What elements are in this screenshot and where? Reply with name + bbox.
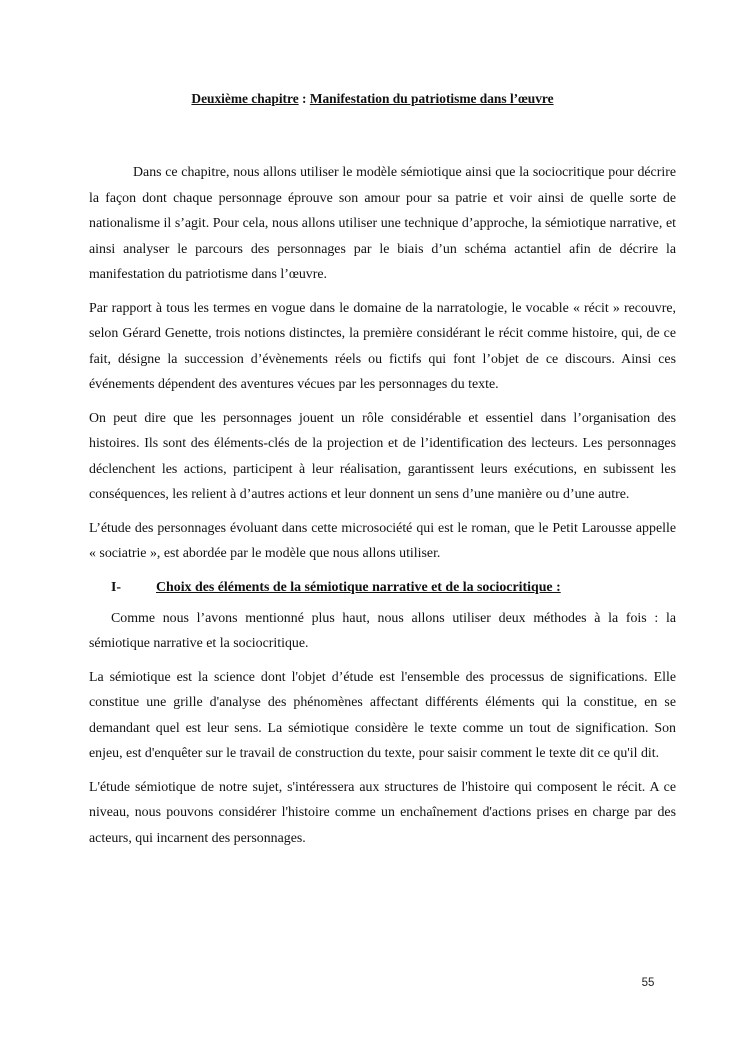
section-heading [89,575,676,600]
paragraph-intro: Dans ce chapitre, nous allons utiliser le modèle sémiotique ainsi que la sociocritique pour décrire la façon dont chaque personnage éprouve son amour pour sa patrie et voir ainsi de quelle sorte de nationalisme il s’agit. Pour cela, nous allons utiliser une technique d’approche, la sémiotique narrative, et ainsi analyser le parcours des personnages par le biais d’un schéma actantiel afin de décrire la manifestation du patriotisme dans l’œuvre. [89,165,676,282]
paragraph-methodes: Comme nous l’avons mentionné plus haut, nous allons utiliser deux méthodes à la fois : la sémiotique narrative et la sociocritique. [89,610,676,651]
paragraph-sociatrie: L’étude des personnages évoluant dans cette microsociété qui est le roman, que le Petit Larousse appelle « sociatrie », est abordée par le modèle que nous allons utiliser. [89,520,676,561]
chapter-heading [0,90,745,108]
page-number: 55 [641,977,655,989]
section-number: I- [111,579,122,595]
paragraph-etude-semiotique: L'étude sémiotique de notre sujet, s'intéressera aux structures de l'histoire qui composent le récit. A ce niveau, nous pouvons considérer l'histoire comme un enchaînement d'actions prises en charge par des acteurs, qui incarnent des personnages. [89,779,676,846]
body-text [89,160,676,859]
chapter-separator: : [298,91,310,106]
paragraph-personnages: On peut dire que les personnages jouent un rôle considérable et essentiel dans l’organisation des histoires. Ils sont des éléments-clés de la projection et de l’identification des lecteurs. Les personnages déclenchent les actions, participent à leur réalisation, garantissent leurs exécutions, en subissent les conséquences, les relient à d’autres actions et leur donnent un sens d’une manière ou d’une autre. [89,410,676,502]
section-title: Choix des éléments de la sémiotique narrative et de la sociocritique : [156,579,561,595]
paragraph-semiotique: La sémiotique est la science dont l'objet d’étude est l'ensemble des processus de significations. Elle constitue une grille d'analyse des phénomènes affectant différents éléments qui la constitue, en se demandant quel est leur sens. La sémiotique considère le texte comme un tout de signification. Son enjeu, est d'enquêter sur le travail de construction du texte, pour saisir comment le texte dit ce qu'il dit. [89,669,676,761]
chapter-label: Deuxième chapitre [191,91,299,106]
paragraph-recit: Par rapport à tous les termes en vogue dans le domaine de la narratologie, le vocable « récit » recouvre, selon Gérard Genette, trois notions distinctes, la première considérant le récit comme histoire, qui, de ce fait, désigne la succession d’évènements réels ou fictifs qui font l’objet de ce discours. Ainsi ces événements dépendent des aventures vécues par les personnages du texte. [89,300,676,392]
chapter-title: Manifestation du patriotisme dans l’œuvre [309,91,554,106]
